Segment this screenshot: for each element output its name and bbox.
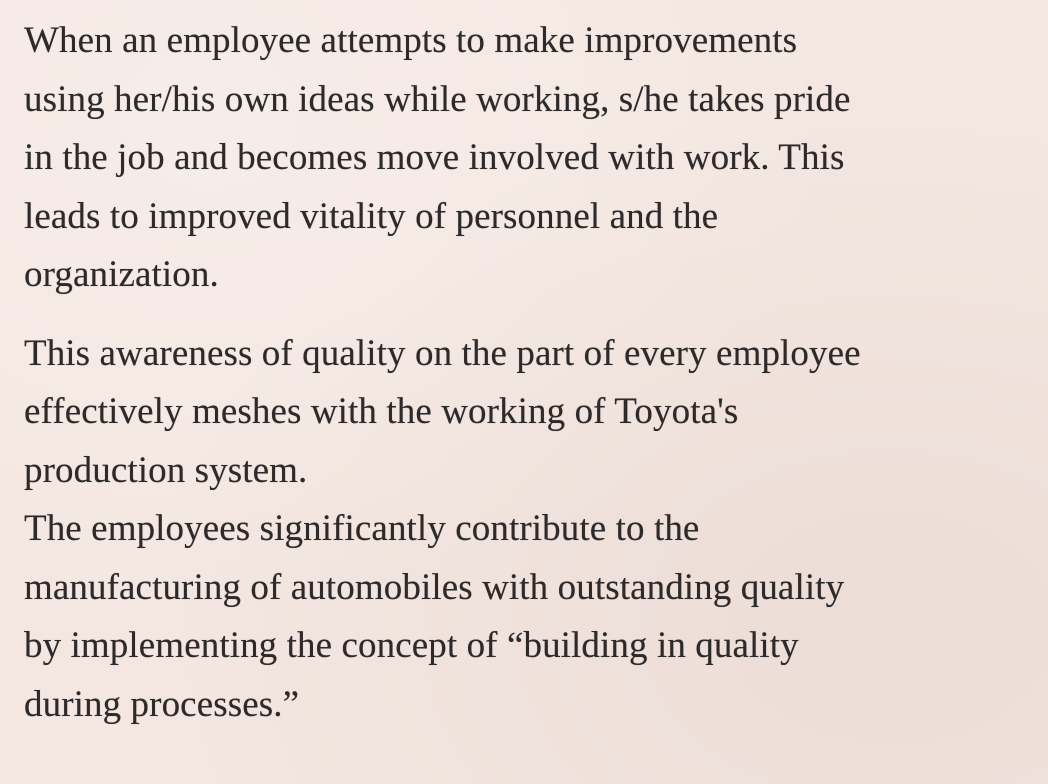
text-line: effectively meshes with the working of Toyota's [24, 391, 739, 432]
paragraph-1 [24, 12, 1028, 305]
text-line: manufacturing of automobiles with outstanding quality [24, 566, 845, 608]
text-line: by implementing the concept of “building in quality [24, 625, 799, 666]
text-line: during processes.” [24, 683, 300, 725]
paragraph-spacer [24, 305, 1028, 325]
text-line: This awareness of quality on the part of every employee [24, 332, 861, 374]
paragraph-2 [24, 325, 1028, 501]
text-line: production system. [24, 449, 308, 491]
paragraph-3 [24, 500, 1028, 734]
text-line: When an employee attempts to make improvements [24, 20, 798, 61]
text-line: The employees significantly contribute to the [24, 508, 700, 549]
text-line: in the job and becomes move involved with work. This [24, 137, 845, 178]
text-line: leads to improved vitality of personnel and the [24, 195, 719, 237]
text-line: organization. [24, 254, 219, 295]
text-line: using her/his own ideas while working, s/he takes pride [24, 78, 851, 120]
